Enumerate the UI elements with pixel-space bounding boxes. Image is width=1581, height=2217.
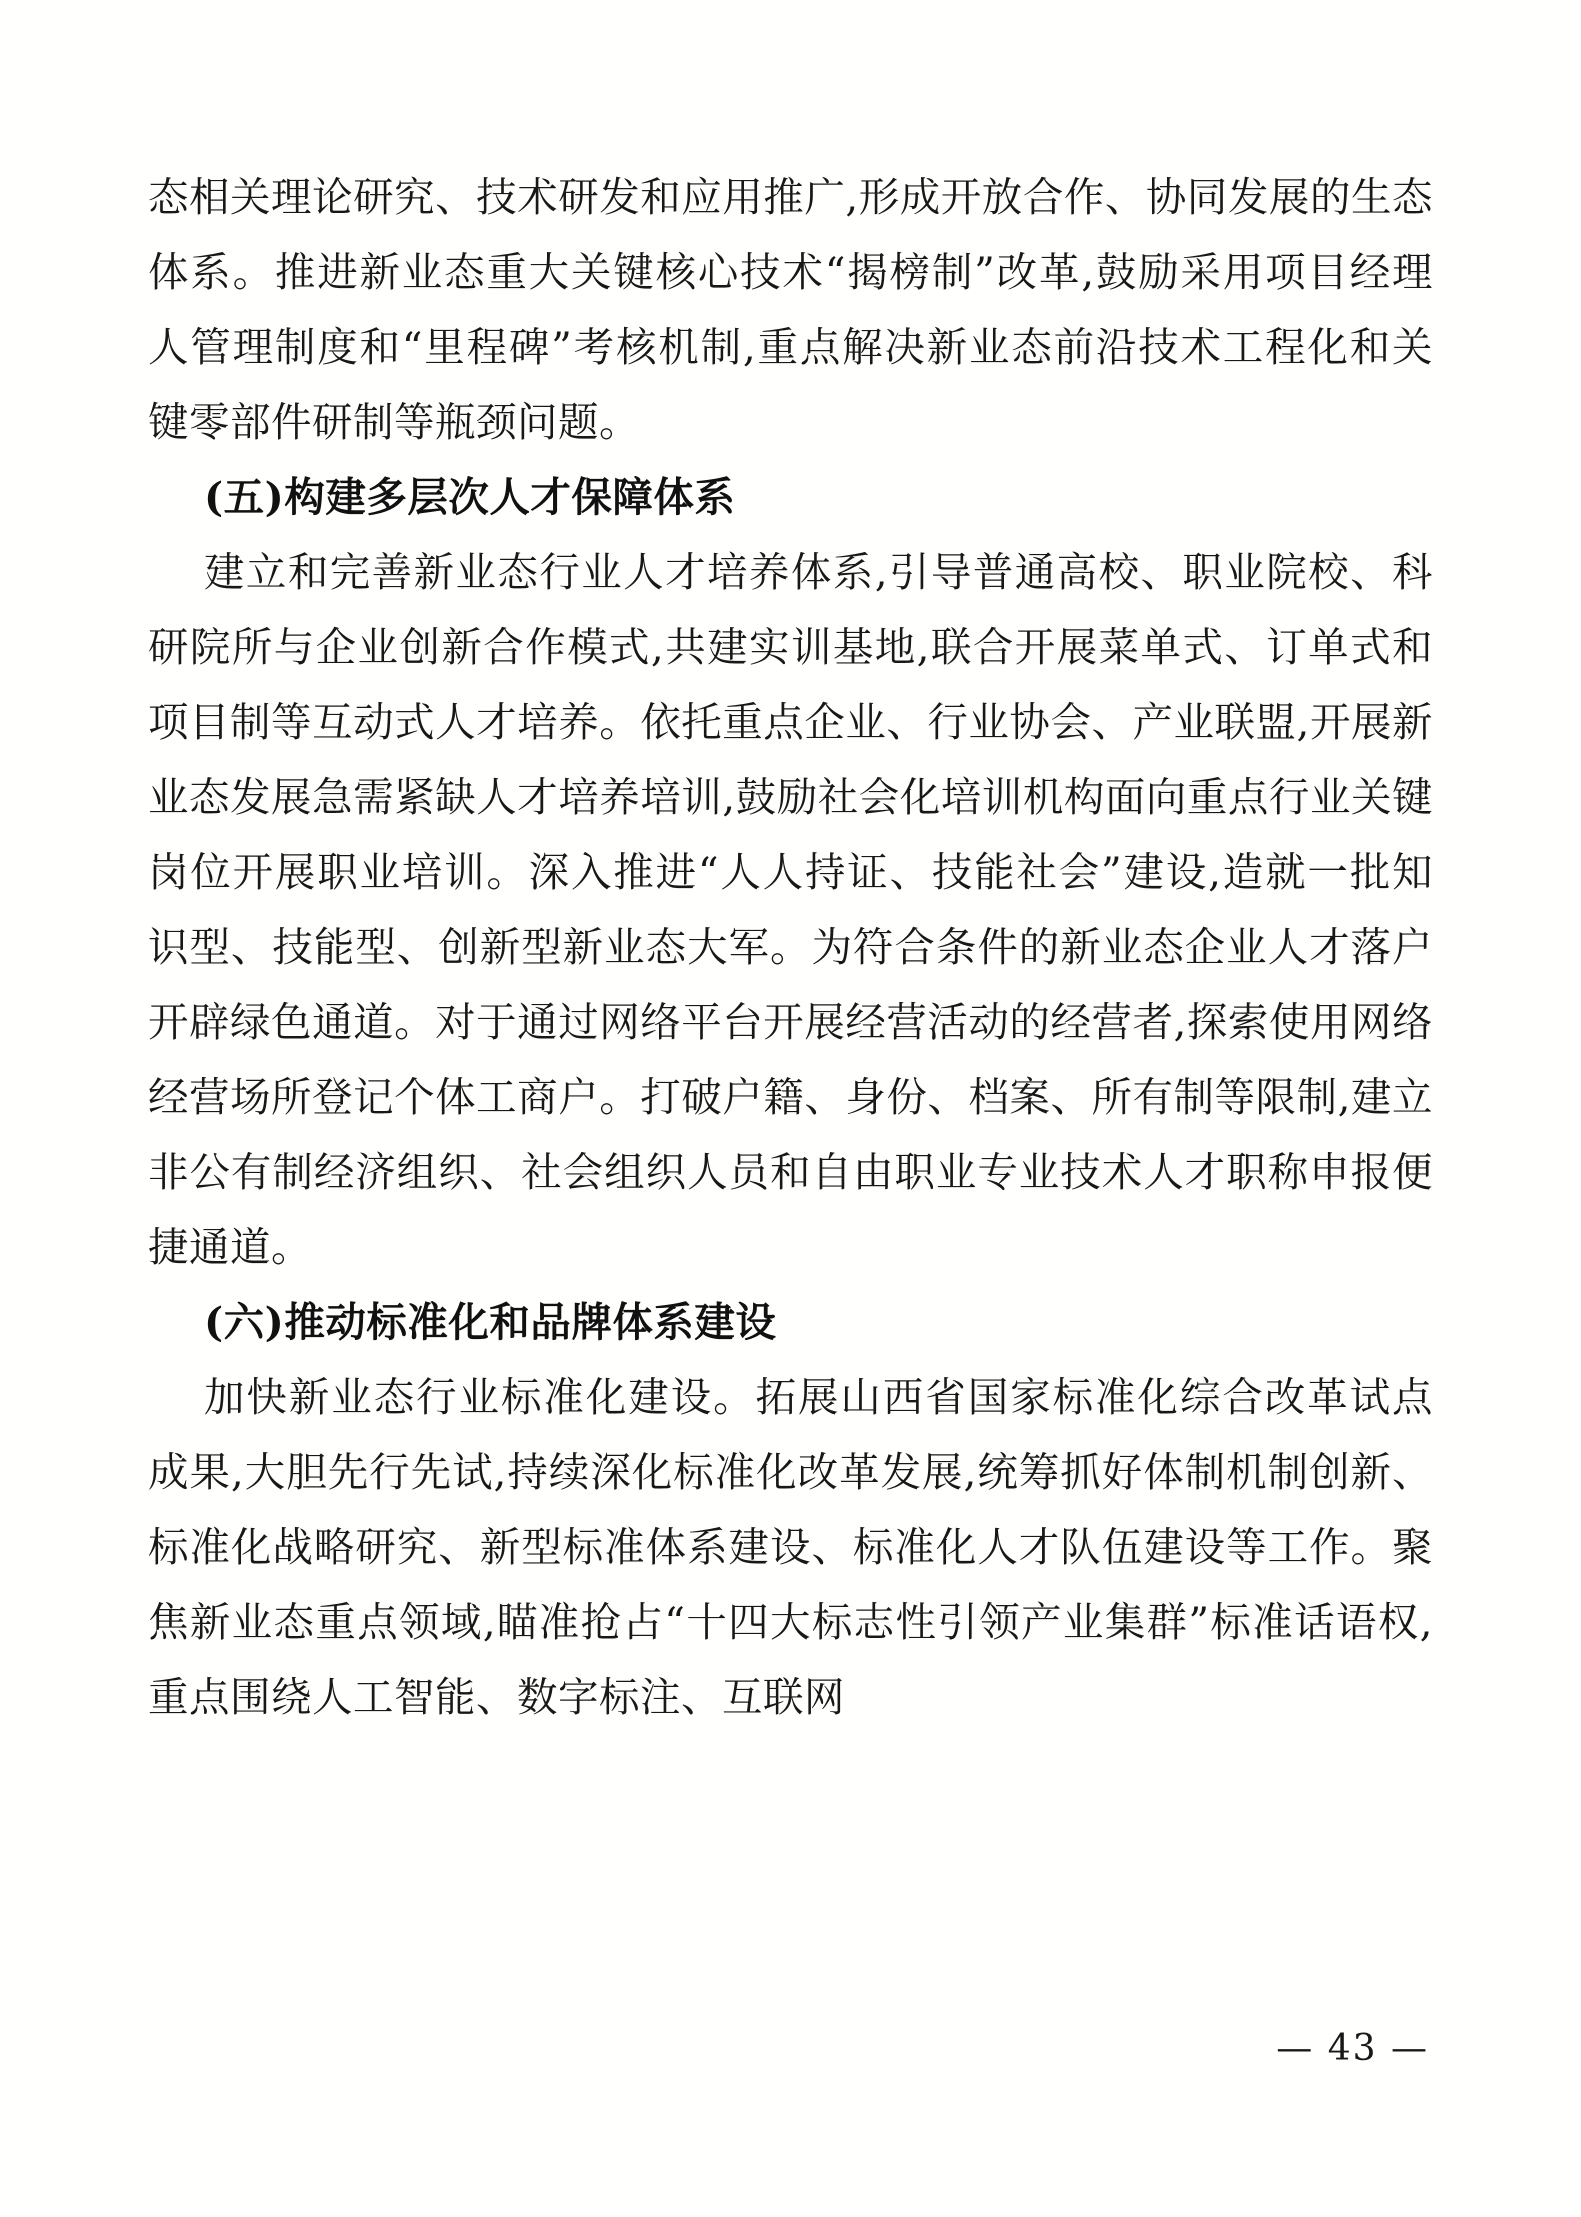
- section-heading-five: (五)构建多层次人才保障体系: [204, 473, 736, 521]
- paragraph-continuation: 态相关理论研究、技术研发和应用推广,形成开放合作、协同发展的生态体系。推进新业态重大关键核心技术“揭榜制”改革,鼓励采用项目经理人管理制度和“里程碑”考核机制,重点解决新业态前沿技术工程化和关键零部件研制等瓶颈问题。: [148, 173, 1433, 446]
- paragraph-standardization: 加快新业态行业标准化建设。拓展山西省国家标准化综合改革试点成果,大胆先行先试,持续深化标准化改革发展,统筹抓好体制机制创新、标准化战略研究、新型标准体系建设、标准化人才队伍建设等工作。聚焦新业态重点领域,瞄准抢占“十四大标志性引领产业集群”标准话语权,重点围绕人工智能、数字标注、互联网: [148, 1373, 1433, 1721]
- document-body: [148, 160, 1433, 1735]
- page-number: — 43 —: [1276, 2028, 1429, 2069]
- paragraph-talent-system: 建立和完善新业态行业人才培养体系,引导普通高校、职业院校、科研院所与企业创新合作模式,共建实训基地,联合开展菜单式、订单式和项目制等互动式人才培养。依托重点企业、行业协会、产业联盟,开展新业态发展急需紧缺人才培养培训,鼓励社会化培训机构面向重点行业关键岗位开展职业培训。深入推进“人人持证、技能社会”建设,造就一批知识型、技能型、创新型新业态大军。为符合条件的新业态企业人才落户开辟绿色通道。对于通过网络平台开展经营活动的经营者,探索使用网络经营场所登记个体工商户。打破户籍、身份、档案、所有制等限制,建立非公有制经济组织、社会组织人员和自由职业专业技术人才职称申报便捷通道。: [148, 548, 1433, 1271]
- section-heading-six: (六)推动标准化和品牌体系建设: [204, 1298, 777, 1346]
